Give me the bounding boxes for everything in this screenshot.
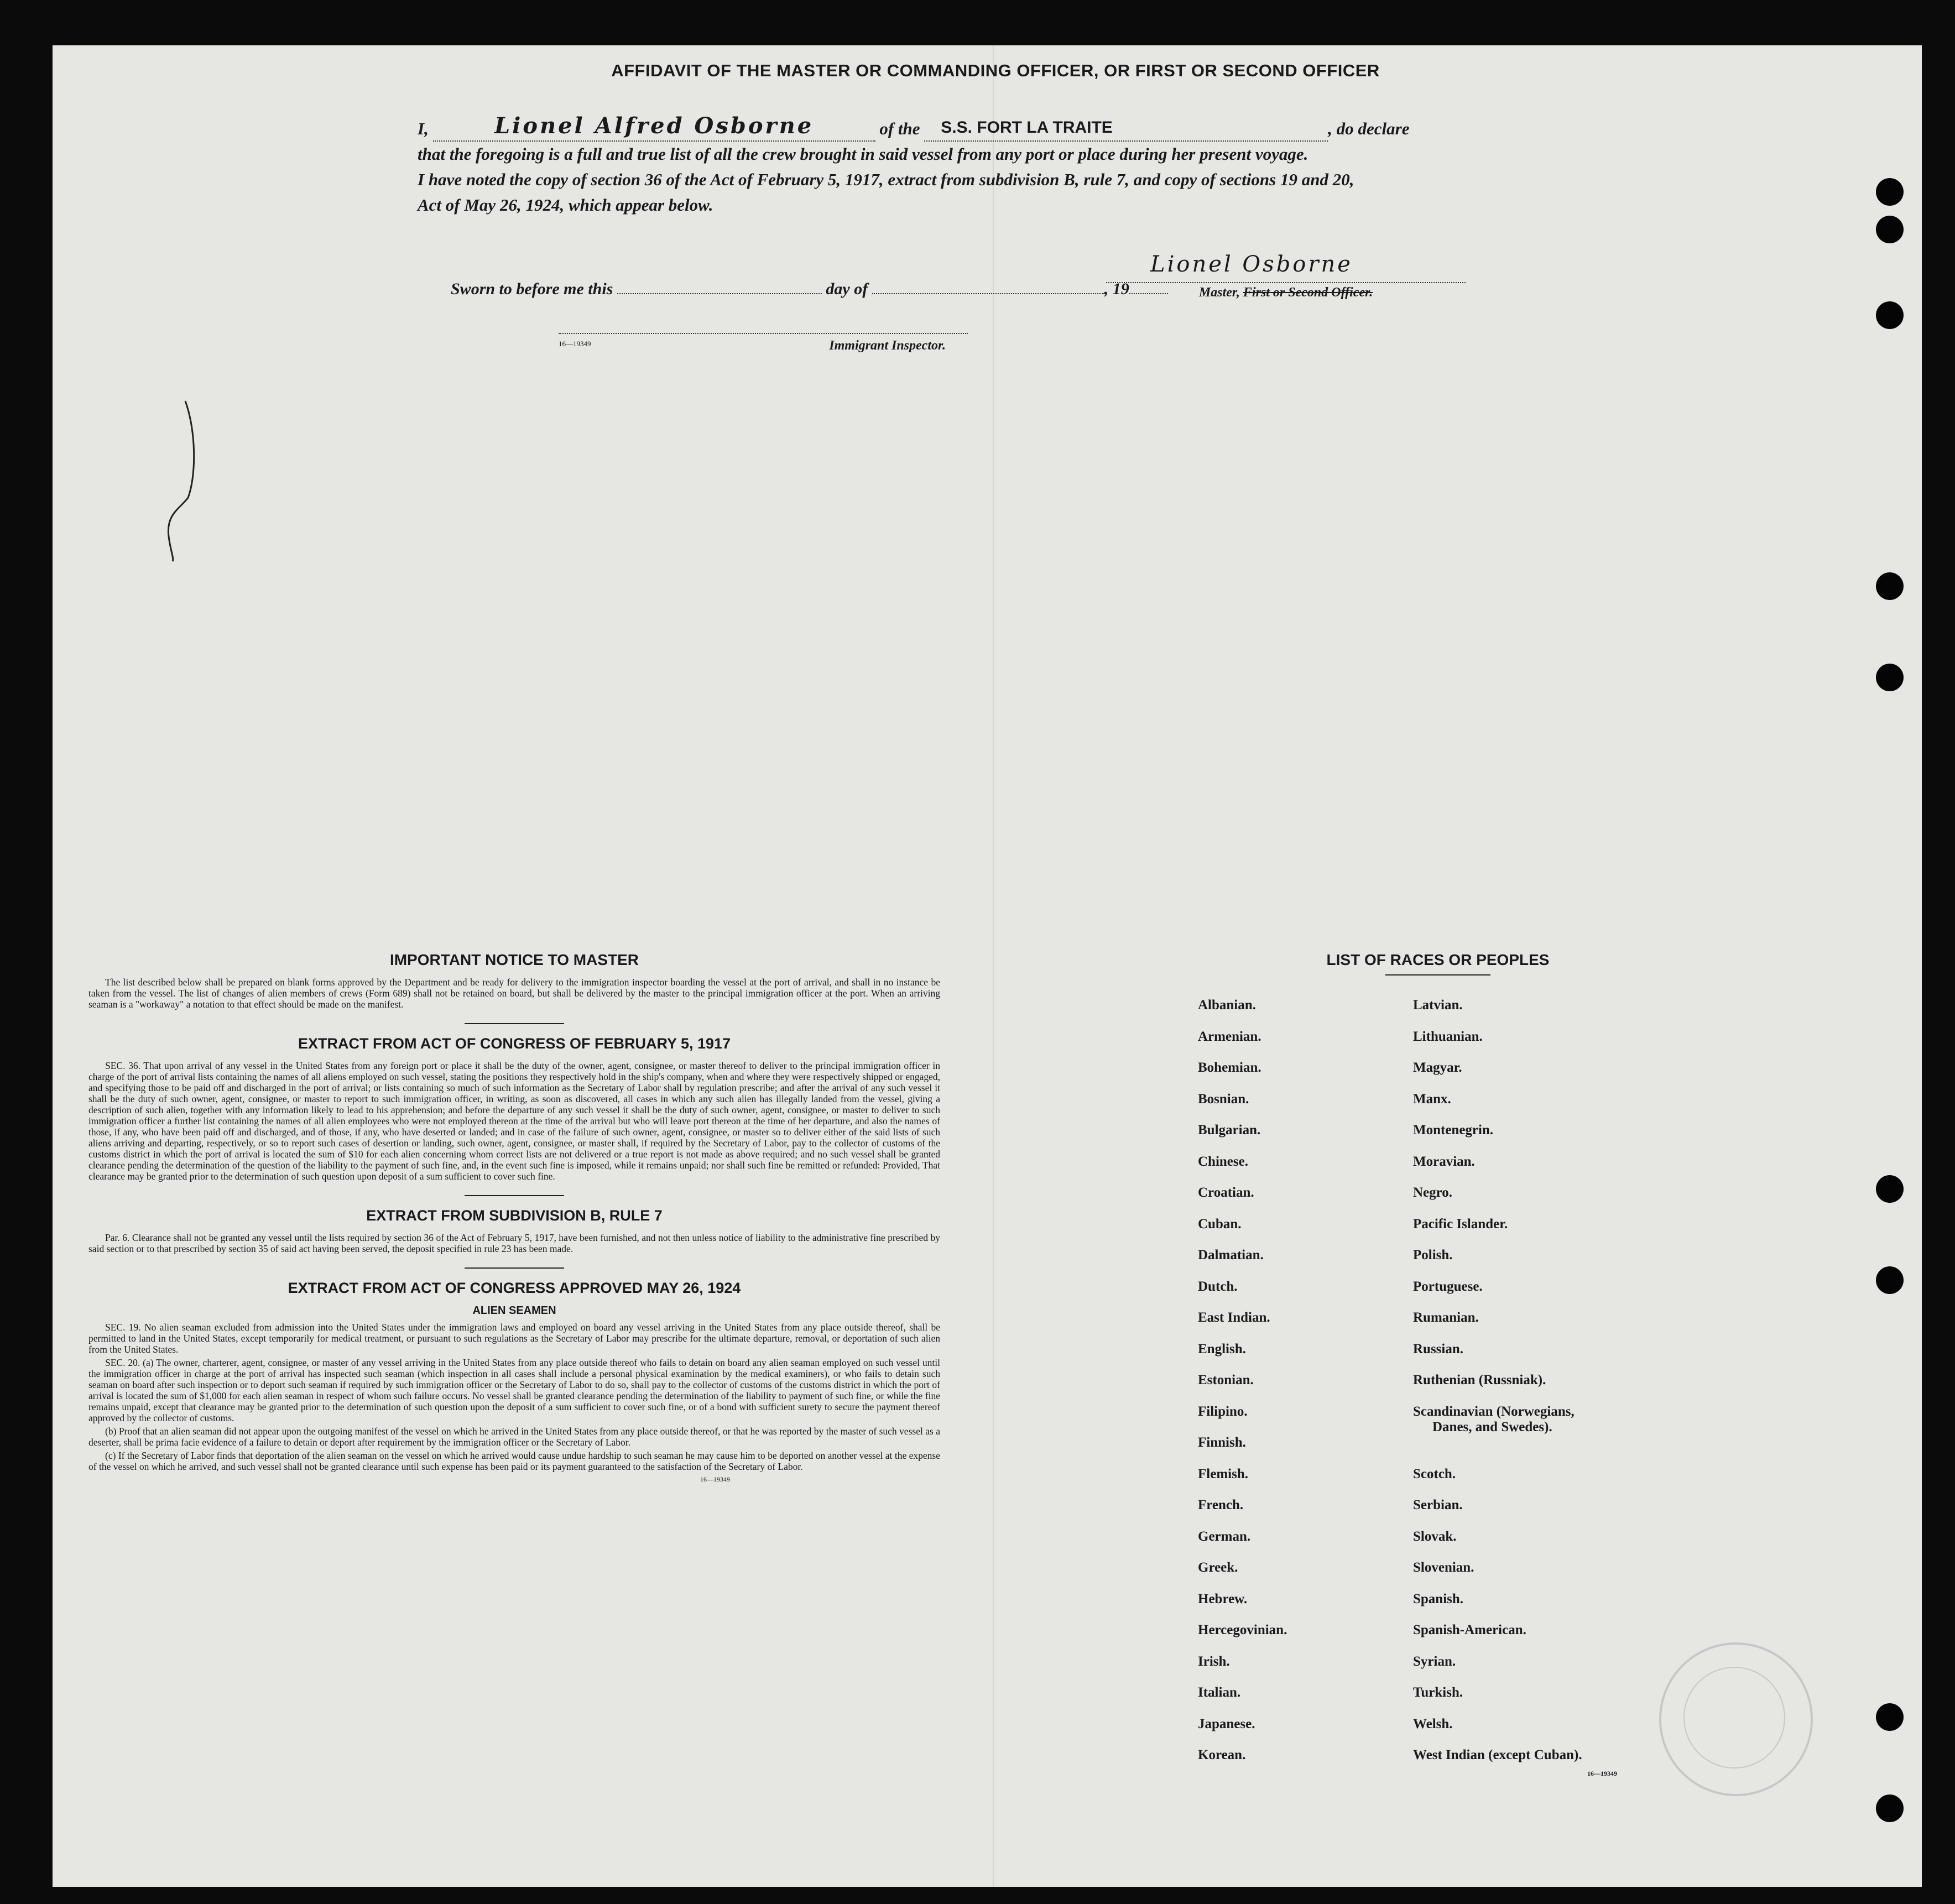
race-item: Moravian. (1413, 1154, 1475, 1169)
race-item: Chinese. (1198, 1154, 1248, 1169)
fold-line (993, 45, 994, 1887)
race-item: Armenian. (1198, 1029, 1261, 1044)
race-item: Filipino. (1198, 1404, 1248, 1419)
race-item: Dalmatian. (1198, 1248, 1264, 1263)
race-item: Slovak. (1413, 1529, 1457, 1544)
affidavit-of-the: of the (879, 119, 920, 138)
race-item: Greek. (1198, 1560, 1238, 1575)
master-name-field (433, 113, 875, 142)
handwritten-mark (166, 398, 210, 564)
sworn-line (451, 280, 1168, 299)
affidavit-line-2: that the foregoing is a full and true list of all the crew brought in said vessel from any port or place during her present voyage. (418, 144, 1308, 164)
race-item: Danes, and Swedes). (1432, 1419, 1552, 1434)
struck-officer-label: First or Second Officer. (1243, 285, 1373, 300)
race-item: Polish. (1413, 1248, 1453, 1263)
race-item: Estonian. (1198, 1373, 1254, 1387)
ship-name: S.S. FORT LA TRAITE (941, 118, 1113, 137)
races-column (1139, 951, 1737, 1871)
sec20b-text: (b) Proof that an alien seaman did not appear upon the outgoing manifest of the vessel on which he arrived in the United States from any place outside thereof, or that he was reported by the master of such vessel as a deserter, shall be prima facie evidence of a failure to detain or deport after requirement by the immigration officer or the Secretary of Labor. (88, 1426, 940, 1448)
race-item: Spanish. (1413, 1591, 1464, 1606)
race-item: Dutch. (1198, 1279, 1238, 1294)
race-item: Japanese. (1198, 1716, 1255, 1731)
affidavit-do-declare: , do declare (1328, 119, 1410, 138)
alien-seamen-subtitle: ALIEN SEAMEN (472, 1305, 556, 1317)
race-item: Hercegovinian. (1198, 1623, 1287, 1637)
punch-hole (1876, 1703, 1904, 1731)
race-item: Welsh. (1413, 1716, 1453, 1731)
punch-hole (1876, 1795, 1904, 1822)
notice-title: IMPORTANT NOTICE TO MASTER (389, 951, 639, 968)
race-item: Ruthenian (Russniak). (1413, 1373, 1546, 1387)
sec20c-text: (c) If the Secretary of Labor finds that deportation of the alien seaman on the vessel on which he arrived would cause undue hardship to such seaman he may cause him to be deported on another vessel at the expense of the vessel on which he arrived, and such vessel shall not be granted clearance until such expense has been paid or its payment guaranteed to the satisfaction of the Secretary of Labor. (88, 1450, 940, 1472)
race-item: Croatian. (1198, 1185, 1254, 1200)
punch-hole (1876, 1175, 1904, 1203)
race-item: Rumanian. (1413, 1310, 1479, 1325)
race-item: Spanish-American. (1413, 1623, 1526, 1637)
sworn-day-field (617, 293, 822, 294)
race-item: Irish. (1198, 1653, 1230, 1669)
sworn-month-field (872, 293, 1104, 294)
race-item: Magyar. (1413, 1060, 1462, 1075)
race-item: Manx. (1413, 1091, 1451, 1107)
race-item: Syrian. (1413, 1653, 1456, 1669)
inspector-label: Immigrant Inspector. (829, 338, 946, 353)
race-item: Flemish. (1198, 1466, 1248, 1482)
race-item: Latvian. (1413, 998, 1463, 1013)
rule7-title: EXTRACT FROM SUBDIVISION B, RULE 7 (366, 1207, 663, 1224)
official-seal (1659, 1642, 1813, 1796)
race-item: Montenegrin. (1413, 1123, 1494, 1138)
form-number: 16—19349 (559, 340, 591, 348)
race-item: Scotch. (1413, 1466, 1456, 1482)
rule7-text: Par. 6. Clearance shall not be granted any vessel until the lists required by section 36 of the Act of February 5, 1917, have been furnished, and not then unless notice of liability to the administrative fine prescribed by said section or to that prescribed by section 35 of said act having been served, the deposit specified in rule 23 has been made. (88, 1232, 940, 1254)
race-item: Turkish. (1413, 1685, 1463, 1700)
form-number-right: 16—19349 (1587, 1770, 1617, 1777)
divider (465, 1267, 564, 1269)
race-item: East Indian. (1198, 1310, 1270, 1325)
inspector-line (559, 333, 968, 353)
notice-text: The list described below shall be prepared on blank forms approved by the Department and be ready for delivery to the immigration inspector boarding the vessel at the port of arrival, and shall in no instance be taken from the vessel. The list of changes of alien members of crews (Form 689) shall not be retained on board, but shall be delivered by the master to the principal immigration officer at the port. When an arriving seaman is a "workaway" a notation to that effect should be made on the manifest. (88, 977, 940, 1010)
year-field (1129, 293, 1168, 294)
race-item: German. (1198, 1529, 1251, 1544)
race-item: Bohemian. (1198, 1060, 1261, 1075)
master-signature: Lionel Osborne (1150, 252, 1353, 277)
master-name-signature: Lionel Alfred Osborne (494, 113, 814, 139)
race-item: Albanian. (1198, 998, 1256, 1013)
punch-hole (1876, 572, 1904, 600)
race-item: Portuguese. (1413, 1279, 1483, 1294)
affidavit-title: AFFIDAVIT OF THE MASTER OR COMMANDING OFFICER, OR FIRST OR SECOND OFFICER (611, 61, 1380, 80)
race-item: Italian. (1198, 1685, 1241, 1700)
race-item: Finnish. (1198, 1435, 1246, 1450)
official-seal-inner (1683, 1667, 1785, 1769)
divider (465, 1195, 564, 1196)
year-label: , 19 (1104, 280, 1129, 298)
affidavit-line-3: I have noted the copy of section 36 of the Act of February 5, 1917, extract from subdivision B, rule 7, and copy of sections 19 and 20, (418, 170, 1354, 189)
master-label: Master, (1198, 285, 1240, 300)
affidavit-line-1 (418, 113, 1524, 142)
punch-hole (1876, 301, 1904, 329)
extract-1917-text: SEC. 36. That upon arrival of any vessel in the United States from any foreign port or place it shall be the duty of the owner, agent, consignee, or master thereof to deliver to the principal immigration officer in charge of the port of arrival lists containing the names of all aliens employed on such vessel, stating the positions they respectively hold in the ship's company, when and where they were respectively shipped or engaged, and specifying those to be paid off and discharged in the port of arrival; or lists containing so much of such information as the Secretary of Labor shall by regulation prescribe; and after the arrival of any such vessel it shall be the duty of such owner, agent, consignee, or master to report to such immigration officer, in writing, as soon as discovered, all cases in which any such alien has illegally landed from the vessel, giving a description of such alien, together with any information likely to lead to his apprehension; and before the departure of any such vessel it shall be the duty of such owner, agent, consignee, or master to deliver to such immigration officer a further list containing the names of all alien employees who were not employed thereon at the time of the arrival but who will leave port thereon at the time of her departure, and also the names of those, if any, who have been paid off and discharged, and of those, if any, who have deserted or landed; and in case of the failure of such owner, agent, consignee, or master so to deliver either of the said lists of such aliens arriving and departing, respectively, or so to report such cases of desertion or landing, such owner, agent, consignee, or master shall, if required by the Secretary of Labor, pay to the collector of customs of the customs district in which the port of arrival is located the sum of $10 for each alien concerning whom correct lists are not delivered or a true report is not made as above required; and no such vessel shall be granted clearance pending the determination of the question of the liability to the payment of such fine, and, in the event such fine is imposed, while it remains unpaid; nor shall such fine be remitted or refunded: Provided, That clearance may be granted prior to the determination of such question upon deposit of a sum sufficient to cover such fine. (88, 1060, 940, 1182)
sworn-label: Sworn to before me this (451, 280, 613, 298)
punch-hole (1876, 1266, 1904, 1294)
divider (1385, 974, 1490, 976)
race-item: West Indian (except Cuban). (1413, 1747, 1582, 1762)
sec19-text: SEC. 19. No alien seaman excluded from admission into the United States under the immigration laws and employed on board any vessel arriving in the United States from any place outside thereof, shall be permitted to land in the United States, except temporarily for medical treatment, or pursuant to such regulations as the Secretary of Labor may prescribe for the ultimate departure, removal, or deportation of such alien from the United States. (88, 1322, 940, 1355)
punch-hole (1876, 178, 1904, 206)
ship-name-field (924, 114, 1328, 142)
sec20a-text: SEC. 20. (a) The owner, charterer, agent, consignee, or master of any vessel arriving in the United States from any place outside thereof who fails to detain on board any alien seaman employed on such vessel until the immigration officer in charge at the port of arrival has inspected such seaman (which inspection in all cases shall include a personal physical examination by the medical examiners), or who fails to detain such seaman on board after such inspection or to deport such seaman if required by such immigration officer or the Secretary of Labor to do so, shall pay to the collector of customs of the customs district in which the port of arrival is located the sum of $1,000 for each alien seaman in respect of whom such failure occurs. No vessel shall be granted clearance pending the determination of the liability to payment of such fine, or while the fine remains unpaid, except that clearance may be granted prior to the determination of such question upon the deposit of a sum sufficient to cover such fine, or of a bond with sufficient surety to secure the payment thereof approved by the collector of customs. (88, 1357, 940, 1423)
race-item: Russian. (1413, 1341, 1464, 1357)
affidavit-line-4: Act of May 26, 1924, which appear below. (418, 195, 713, 215)
race-item: Bulgarian. (1198, 1123, 1261, 1138)
affidavit-body (418, 113, 1524, 218)
race-item: Serbian. (1413, 1498, 1463, 1512)
day-of-label: day of (826, 280, 868, 298)
divider (465, 1023, 564, 1024)
extract-1924-title: EXTRACT FROM ACT OF CONGRESS APPROVED MAY 26, 1924 (288, 1280, 741, 1296)
race-item: Pacific Islander. (1413, 1216, 1508, 1232)
form-number-left: 16—19349 (700, 1475, 730, 1483)
extract-1917-title: EXTRACT FROM ACT OF CONGRESS OF FEBRUARY 5, 1917 (298, 1035, 731, 1052)
left-column (88, 951, 940, 1484)
races-title: LIST OF RACES OR PEOPLES (1326, 951, 1550, 968)
race-item: Negro. (1413, 1185, 1453, 1200)
race-item: Cuban. (1198, 1216, 1242, 1232)
race-item: Hebrew. (1198, 1591, 1248, 1606)
affidavit-i: I, (418, 119, 429, 138)
race-item: Lithuanian. (1413, 1029, 1483, 1044)
race-item: Scandinavian (Norwegians, (1413, 1404, 1575, 1419)
races-list (1139, 998, 1737, 1871)
race-item: Slovenian. (1413, 1560, 1474, 1575)
race-item: Korean. (1198, 1747, 1246, 1762)
punch-hole (1876, 664, 1904, 691)
punch-hole (1876, 216, 1904, 243)
race-item: Bosnian. (1198, 1091, 1249, 1107)
race-item: English. (1198, 1341, 1246, 1357)
race-item: French. (1198, 1498, 1244, 1512)
